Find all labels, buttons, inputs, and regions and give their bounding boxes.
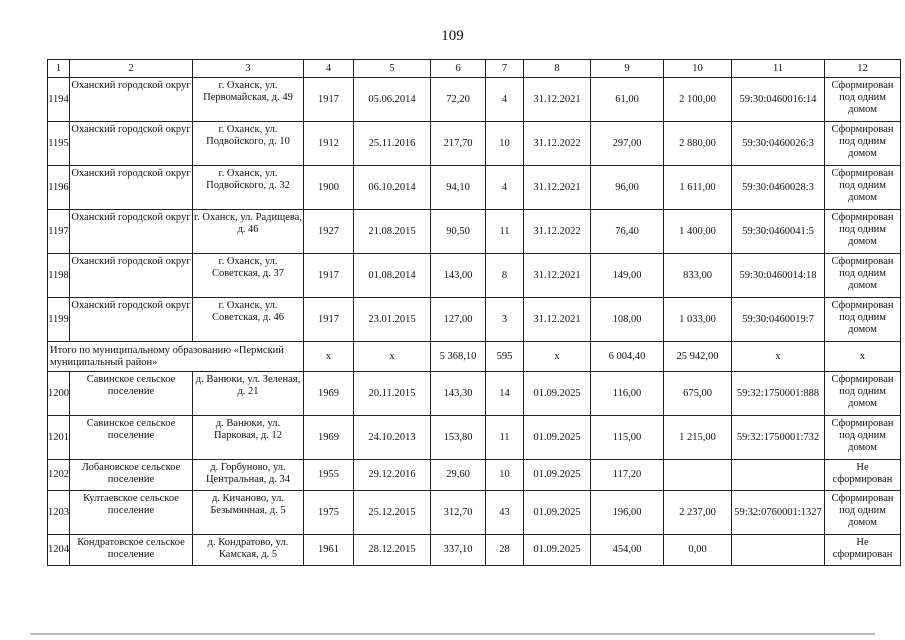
residents-cell: 11 <box>486 416 524 460</box>
housing-registry-table <box>47 59 901 566</box>
residents-cell: 8 <box>486 254 524 298</box>
table-row <box>48 210 901 254</box>
cadastral-cell: 59:32:0760001:1327 <box>732 491 825 535</box>
land-area-cell: 196,00 <box>591 491 664 535</box>
land-area-cell: 117,20 <box>591 460 664 491</box>
total-cell: х <box>732 342 825 372</box>
table-row <box>48 416 901 460</box>
land-area-cell: 116,00 <box>591 372 664 416</box>
table-row <box>48 254 901 298</box>
date-cell: 29.12.2016 <box>354 460 431 491</box>
municipality-cell: Оханский городской округ <box>70 254 193 298</box>
column-header: 8 <box>524 60 591 78</box>
cost-cell: 1 033,00 <box>664 298 732 342</box>
cadastral-cell: 59:30:0460028:3 <box>732 166 825 210</box>
cost-cell: 675,00 <box>664 372 732 416</box>
row-number: 1202 <box>48 460 70 491</box>
residents-cell: 10 <box>486 122 524 166</box>
date-cell: 25.12.2015 <box>354 491 431 535</box>
table-row <box>48 535 901 566</box>
land-area-cell: 61,00 <box>591 78 664 122</box>
municipality-cell: Оханский городской округ <box>70 298 193 342</box>
year-cell: 1917 <box>304 254 354 298</box>
status-cell: Сформирован под одним домом <box>825 416 901 460</box>
column-header: 9 <box>591 60 664 78</box>
residents-cell: 43 <box>486 491 524 535</box>
status-cell: Сформирован под одним домом <box>825 78 901 122</box>
year-cell: 1917 <box>304 78 354 122</box>
year-cell: 1927 <box>304 210 354 254</box>
cost-cell: 2 237,00 <box>664 491 732 535</box>
total-cell: х <box>354 342 431 372</box>
year-cell: 1961 <box>304 535 354 566</box>
land-area-cell: 149,00 <box>591 254 664 298</box>
address-cell: д. Кичаново, ул. Безымянная, д. 5 <box>193 491 304 535</box>
column-header: 1 <box>48 60 70 78</box>
status-cell: Сформирован под одним домом <box>825 122 901 166</box>
residents-cell: 28 <box>486 535 524 566</box>
area-cell: 29,60 <box>431 460 486 491</box>
column-header: 10 <box>664 60 732 78</box>
residents-cell: 10 <box>486 460 524 491</box>
year-cell: 1912 <box>304 122 354 166</box>
cost-cell: 2 880,00 <box>664 122 732 166</box>
date-cell: 01.08.2014 <box>354 254 431 298</box>
row-number: 1195 <box>48 122 70 166</box>
area-cell: 72,20 <box>431 78 486 122</box>
year-cell: 1955 <box>304 460 354 491</box>
land-area-cell: 108,00 <box>591 298 664 342</box>
column-header: 4 <box>304 60 354 78</box>
cadastral-cell: 59:30:0460026:3 <box>732 122 825 166</box>
area-cell: 127,00 <box>431 298 486 342</box>
area-cell: 337,10 <box>431 535 486 566</box>
cadastral-cell: 59:32:1750001:732 <box>732 416 825 460</box>
column-header: 5 <box>354 60 431 78</box>
cadastral-cell <box>732 460 825 491</box>
row-number: 1196 <box>48 166 70 210</box>
table-row <box>48 460 901 491</box>
municipality-cell: Оханский городской округ <box>70 122 193 166</box>
cost-cell: 1 215,00 <box>664 416 732 460</box>
cost-cell: 1 400,00 <box>664 210 732 254</box>
date-cell: 05.06.2014 <box>354 78 431 122</box>
cost-cell: 833,00 <box>664 254 732 298</box>
date-cell: 21.08.2015 <box>354 210 431 254</box>
land-area-cell: 96,00 <box>591 166 664 210</box>
municipality-cell: Савинское сельское поселение <box>70 416 193 460</box>
total-cell: х <box>825 342 901 372</box>
row-number: 1201 <box>48 416 70 460</box>
date-cell: 25.11.2016 <box>354 122 431 166</box>
total-cell: 25 942,00 <box>664 342 732 372</box>
status-cell: Сформирован под одним домом <box>825 254 901 298</box>
total-row <box>48 342 901 372</box>
date-cell: 24.10.2013 <box>354 416 431 460</box>
column-header: 7 <box>486 60 524 78</box>
municipality-cell: Кондратовское сельское поселение <box>70 535 193 566</box>
table-row <box>48 166 901 210</box>
row-number: 1203 <box>48 491 70 535</box>
deadline-cell: 01.09.2025 <box>524 372 591 416</box>
table-row <box>48 122 901 166</box>
column-header: 2 <box>70 60 193 78</box>
cost-cell <box>664 460 732 491</box>
municipality-cell: Лобановское сельское поселение <box>70 460 193 491</box>
cadastral-cell: 59:30:0460016:14 <box>732 78 825 122</box>
area-cell: 143,00 <box>431 254 486 298</box>
address-cell: д. Кондратово, ул. Камская, д. 5 <box>193 535 304 566</box>
total-cell: х <box>304 342 354 372</box>
date-cell: 23.01.2015 <box>354 298 431 342</box>
row-number: 1194 <box>48 78 70 122</box>
cadastral-cell: 59:30:0460041:5 <box>732 210 825 254</box>
table-row <box>48 78 901 122</box>
total-cell: х <box>524 342 591 372</box>
total-cell: 6 004,40 <box>591 342 664 372</box>
column-header: 12 <box>825 60 901 78</box>
date-cell: 28.12.2015 <box>354 535 431 566</box>
address-cell: г. Оханск, ул. Советская, д. 46 <box>193 298 304 342</box>
status-cell: Сформирован под одним домом <box>825 491 901 535</box>
column-header: 3 <box>193 60 304 78</box>
area-cell: 312,70 <box>431 491 486 535</box>
address-cell: г. Оханск, ул. Радищева, д. 46 <box>193 210 304 254</box>
total-cell: 5 368,10 <box>431 342 486 372</box>
residents-cell: 3 <box>486 298 524 342</box>
year-cell: 1969 <box>304 372 354 416</box>
cost-cell: 0,00 <box>664 535 732 566</box>
row-number: 1200 <box>48 372 70 416</box>
deadline-cell: 31.12.2021 <box>524 166 591 210</box>
year-cell: 1969 <box>304 416 354 460</box>
scan-edge-line <box>30 633 875 635</box>
table-row <box>48 491 901 535</box>
status-cell: Сформирован под одним домом <box>825 166 901 210</box>
status-cell: Сформирован под одним домом <box>825 372 901 416</box>
residents-cell: 14 <box>486 372 524 416</box>
status-cell: Не сформирован <box>825 460 901 491</box>
address-cell: д. Ванюки, ул. Парковая, д. 12 <box>193 416 304 460</box>
area-cell: 153,80 <box>431 416 486 460</box>
area-cell: 217,70 <box>431 122 486 166</box>
cost-cell: 2 100,00 <box>664 78 732 122</box>
row-number: 1204 <box>48 535 70 566</box>
residents-cell: 11 <box>486 210 524 254</box>
row-number: 1198 <box>48 254 70 298</box>
deadline-cell: 01.09.2025 <box>524 491 591 535</box>
area-cell: 90,50 <box>431 210 486 254</box>
area-cell: 143,30 <box>431 372 486 416</box>
column-number-row <box>48 60 901 78</box>
land-area-cell: 297,00 <box>591 122 664 166</box>
deadline-cell: 01.09.2025 <box>524 416 591 460</box>
table-row <box>48 298 901 342</box>
municipality-cell: Савинское сельское поселение <box>70 372 193 416</box>
municipality-cell: Култаевское сельское поселение <box>70 491 193 535</box>
year-cell: 1917 <box>304 298 354 342</box>
land-area-cell: 76,40 <box>591 210 664 254</box>
date-cell: 06.10.2014 <box>354 166 431 210</box>
address-cell: г. Оханск, ул. Подвойского, д. 10 <box>193 122 304 166</box>
column-header: 11 <box>732 60 825 78</box>
deadline-cell: 01.09.2025 <box>524 460 591 491</box>
municipality-cell: Оханский городской округ <box>70 210 193 254</box>
residents-cell: 4 <box>486 78 524 122</box>
table-row <box>48 372 901 416</box>
area-cell: 94,10 <box>431 166 486 210</box>
status-cell: Сформирован под одним домом <box>825 210 901 254</box>
year-cell: 1975 <box>304 491 354 535</box>
cost-cell: 1 611,00 <box>664 166 732 210</box>
deadline-cell: 31.12.2021 <box>524 78 591 122</box>
deadline-cell: 31.12.2021 <box>524 298 591 342</box>
row-number: 1197 <box>48 210 70 254</box>
deadline-cell: 01.09.2025 <box>524 535 591 566</box>
status-cell: Не сформирован <box>825 535 901 566</box>
address-cell: г. Оханск, ул. Первомайская, д. 49 <box>193 78 304 122</box>
cadastral-cell: 59:30:0460014:18 <box>732 254 825 298</box>
cadastral-cell: 59:30:0460019:7 <box>732 298 825 342</box>
year-cell: 1900 <box>304 166 354 210</box>
cadastral-cell <box>732 535 825 566</box>
row-number: 1199 <box>48 298 70 342</box>
cadastral-cell: 59:32:1750001:888 <box>732 372 825 416</box>
municipality-cell: Оханский городской округ <box>70 166 193 210</box>
date-cell: 20.11.2015 <box>354 372 431 416</box>
address-cell: г. Оханск, ул. Советская, д. 37 <box>193 254 304 298</box>
deadline-cell: 31.12.2022 <box>524 122 591 166</box>
deadline-cell: 31.12.2021 <box>524 254 591 298</box>
residents-cell: 4 <box>486 166 524 210</box>
deadline-cell: 31.12.2022 <box>524 210 591 254</box>
status-cell: Сформирован под одним домом <box>825 298 901 342</box>
address-cell: г. Оханск, ул. Подвойского, д. 32 <box>193 166 304 210</box>
municipality-cell: Оханский городской округ <box>70 78 193 122</box>
total-cell: 595 <box>486 342 524 372</box>
land-area-cell: 454,00 <box>591 535 664 566</box>
address-cell: д. Горбуново, ул. Центральная, д. 34 <box>193 460 304 491</box>
page-number: 109 <box>441 28 464 44</box>
column-header: 6 <box>431 60 486 78</box>
total-label: Итого по муниципальному образованию «Пермский муниципальный район» <box>48 342 304 372</box>
land-area-cell: 115,00 <box>591 416 664 460</box>
address-cell: д. Ванюки, ул. Зеленая, д. 21 <box>193 372 304 416</box>
